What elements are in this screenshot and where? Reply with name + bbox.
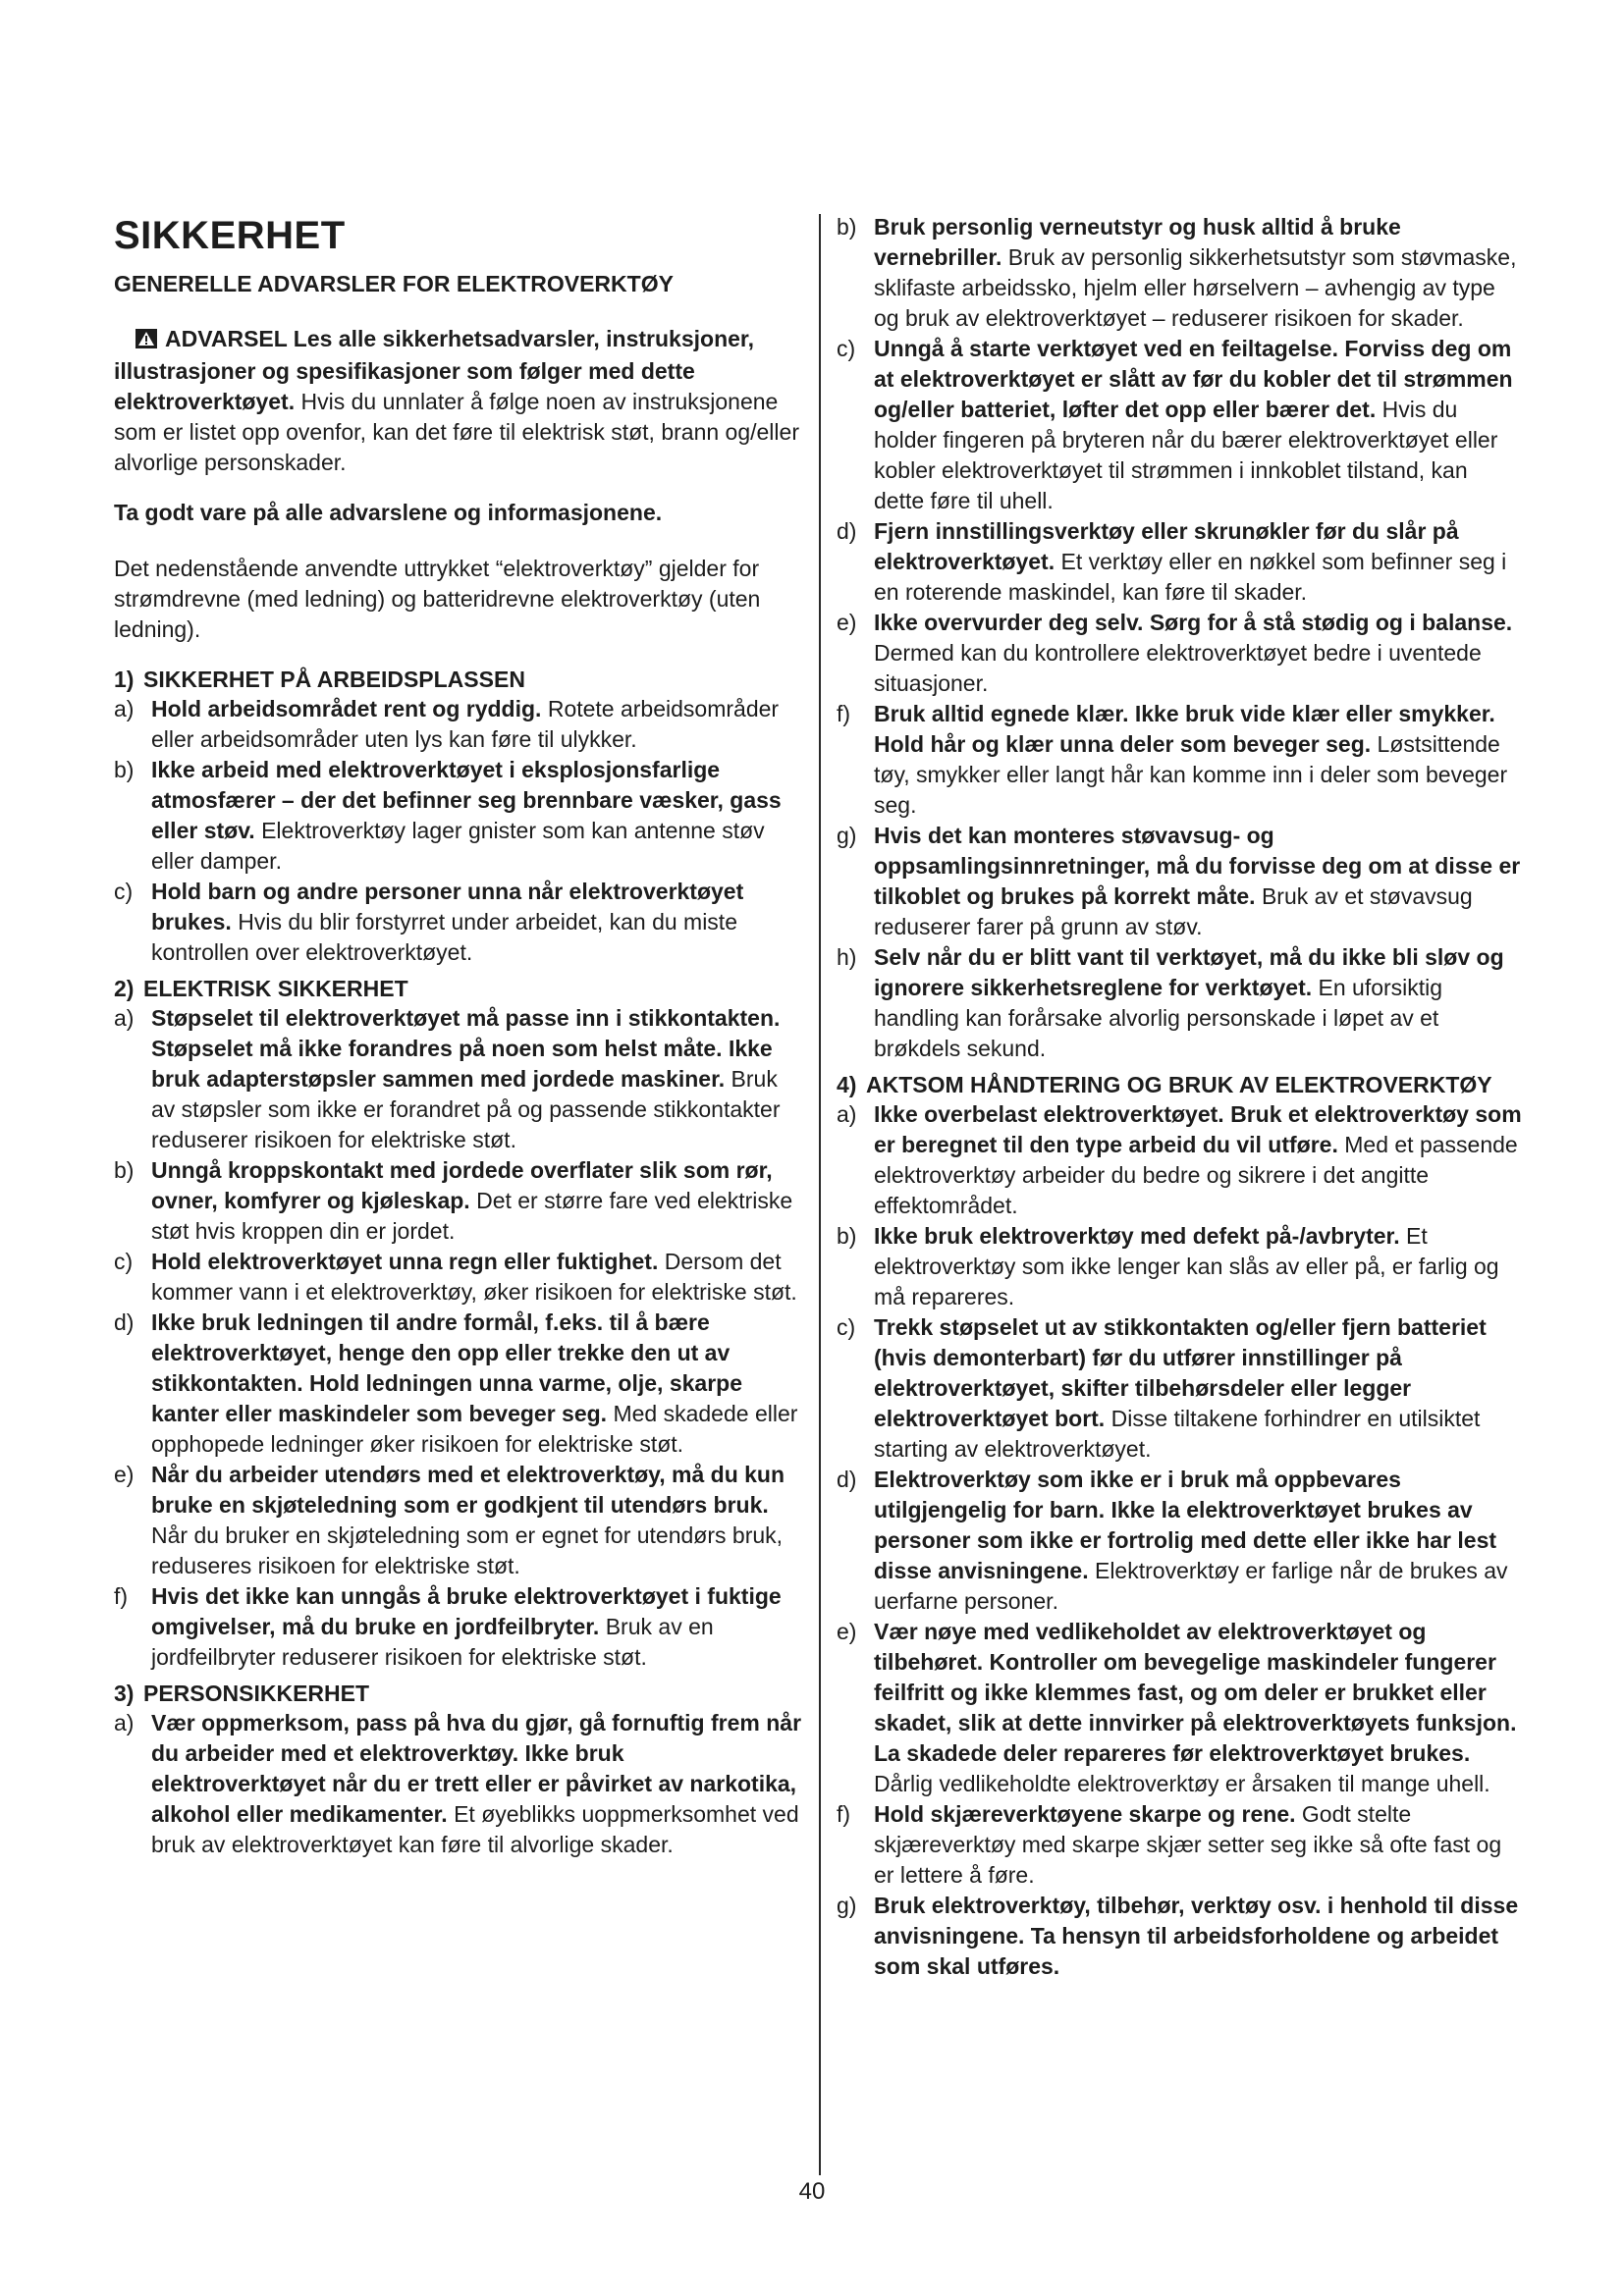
item-letter: c) <box>837 336 856 361</box>
item-bold: Unngå kroppskontakt med jordede overflater slik som rør, ovner, komfyrer og kjøleskap. <box>151 1157 773 1213</box>
item-bold: Hvis det kan monteres støvavsug- og oppsamlingsinnretninger, må du forvisse deg om at disse er tilkoblet og brukes på korrekt måte. <box>874 823 1521 909</box>
section-heading <box>114 665 803 694</box>
item-letter: e) <box>837 1619 857 1644</box>
page-subtitle: GENERELLE ADVARSLER FOR ELEKTROVERKTØY <box>114 271 674 296</box>
item-letter: b) <box>837 1223 857 1249</box>
section-heading <box>837 1070 1524 1099</box>
item-letter: d) <box>114 1309 135 1335</box>
item-text: Bruk av støpsler som ikke er forandret på og passende stikkontakter reduserer risikoen for elektriske støt. <box>151 1066 781 1152</box>
item-letter: c) <box>114 1249 134 1274</box>
list-item <box>114 1581 803 1673</box>
list-item <box>837 212 1524 334</box>
item-letter: c) <box>114 879 134 904</box>
item-text: Et elektroverktøy som ikke lenger kan slås av eller på, er farlig og må repareres. <box>874 1223 1499 1309</box>
item-letter: b) <box>837 214 857 240</box>
item-bold: Vær oppmerksom, pass på hva du gjør, gå fornuftig frem når du arbeider med et elektroverktøy. Ikke bruk elektroverktøyet når du er trett eller er påvirket av narkotika, alkohol eller medikamenter. <box>151 1710 802 1827</box>
item-text: Dermed kan du kontrollere elektroverktøyet bedre i uventede situasjoner. <box>874 640 1482 696</box>
warning-paragraph <box>114 324 803 478</box>
item-letter: e) <box>837 610 857 635</box>
item-bold: Hold skjæreverktøyene skarpe og rene. <box>874 1801 1296 1827</box>
item-text: Dårlig vedlikeholdte elektroverktøy er årsaken til mange uhell. <box>874 1771 1490 1796</box>
item-bold: Selv når du er blitt vant til verktøyet, må du ikke bli sløv og ignorere sikkerhetsreglene for verktøyet. <box>874 944 1504 1000</box>
item-letter: e) <box>114 1462 135 1487</box>
item-bold: Hold arbeidsområdet rent og ryddig. <box>151 696 542 721</box>
item-text: En uforsiktig handling kan forårsake alvorlig personskade i løpet av et brøkdels sekund. <box>874 975 1443 1061</box>
item-bold: Bruk personlig verneutstyr og husk alltid å bruke vernebriller. <box>874 214 1401 270</box>
note-bold: Ta godt vare på alle advarslene og informasjonene. <box>114 500 663 525</box>
item-bold: Elektroverktøy som ikke er i bruk må oppbevares utilgjengelig for barn. Ikke la elektroverktøyet brukes av personer som ikke er fortrolig med dette eller ikke har lest disse anvisningene. <box>874 1467 1497 1583</box>
item-text: Et øyeblikks uoppmerksomhet ved bruk av elektroverktøyet kan føre til alvorlige skader. <box>151 1801 799 1857</box>
item-text: Hvis du holder fingeren på bryteren når du bærer elektroverktøyet eller kobler elektroverktøyet til strømmen i innkoblet tilstand, kan dette føre til uhell. <box>874 397 1498 513</box>
section-number: 3) <box>114 1681 135 1706</box>
item-bold: Bruk alltid egnede klær. Ikke bruk vide klær eller smykker. Hold hår og klær unna deler som beveger seg. <box>874 701 1495 757</box>
item-letter: c) <box>837 1314 856 1340</box>
warning-text: Hvis du unnlater å følge noen av instruksjonene som er listet opp ovenfor, kan det føre til elektrisk støt, brann og/eller alvorlige personskader. <box>114 389 799 475</box>
item-letter: f) <box>837 701 851 726</box>
item-letter: b) <box>114 757 135 782</box>
item-letter: h) <box>837 944 857 970</box>
item-letter: a) <box>114 1005 135 1031</box>
item-text: Godt stelte skjæreverktøy med skarpe skjær setter seg ikke så ofte fast og er lettere å føre. <box>874 1801 1502 1888</box>
list-item <box>114 694 803 755</box>
list-item <box>837 942 1524 1064</box>
intro-paragraph: Det nedenstående anvendte uttrykket “elektroverktøy” gjelder for strømdrevne (med ledning) og batteridrevne elektroverktøy (uten ledning). <box>114 556 761 642</box>
list-item <box>114 1247 803 1308</box>
right-sections <box>837 212 1524 1982</box>
section-number: 2) <box>114 976 135 1001</box>
right-column <box>837 212 1524 1982</box>
list-item <box>837 608 1524 699</box>
item-bold: Ikke overvurder deg selv. Sørg for å stå stødig og i balanse. <box>874 610 1513 635</box>
item-text: Bruk av et støvavsug reduserer farer på grunn av støv. <box>874 883 1473 939</box>
item-bold: Trekk støpselet ut av stikkontakten og/eller fjern batteriet (hvis demonterbart) før du utfører innstillinger på elektroverktøyet, skifter tilbehørsdeler eller legger elektroverktøyet bort. <box>874 1314 1487 1431</box>
section-title: AKTSOM HÅNDTERING OG BRUK AV ELEKTROVERKTØY <box>866 1072 1492 1097</box>
left-column <box>114 212 803 1860</box>
list-item <box>837 1799 1524 1891</box>
item-text: Det er større fare ved elektriske støt hvis kroppen din er jordet. <box>151 1188 793 1244</box>
item-bold: Hvis det ikke kan unngås å bruke elektroverktøyet i fuktige omgivelser, må du bruke en jordfeilbryter. <box>151 1583 782 1639</box>
page-number: 40 <box>798 2178 826 2205</box>
warning-triangle-icon <box>135 326 157 356</box>
list-item <box>114 1460 803 1581</box>
list-item <box>114 1003 803 1155</box>
item-letter: a) <box>114 1710 135 1735</box>
item-letter: f) <box>114 1583 129 1609</box>
list-item <box>114 1308 803 1460</box>
section-number: 4) <box>837 1072 857 1097</box>
item-letter: b) <box>114 1157 135 1183</box>
column-divider <box>819 214 821 2175</box>
list-item <box>837 1617 1524 1799</box>
section-heading <box>114 974 803 1003</box>
list-item <box>114 755 803 877</box>
list-item <box>114 1155 803 1247</box>
item-letter: d) <box>837 1467 857 1492</box>
item-letter: f) <box>837 1801 851 1827</box>
left-sections <box>114 665 803 1860</box>
section-title: SIKKERHET PÅ ARBEIDSPLASSEN <box>143 667 525 692</box>
item-text: Rotete arbeidsområder eller arbeidsområder uten lys kan føre til ulykker. <box>151 696 780 752</box>
list-item <box>837 516 1524 608</box>
item-letter: a) <box>837 1101 857 1127</box>
item-text: Med et passende elektroverktøy arbeider du bedre og sikrere i det angitte effektområdet. <box>874 1132 1518 1218</box>
list-item <box>837 1099 1524 1221</box>
item-bold: Støpselet til elektroverktøyet må passe inn i stikkontakten. Støpselet må ikke forandres på noen som helst måte. Ikke bruk adapterstøpsler sammen med jordede maskiner. <box>151 1005 781 1092</box>
item-letter: g) <box>837 823 857 848</box>
item-text: Med skadede eller opphopede ledninger øker risikoen for elektriske støt. <box>151 1401 798 1457</box>
section-title: ELEKTRISK SIKKERHET <box>143 976 408 1001</box>
item-text: Disse tiltakene forhindrer en utilsiktet starting av elektroverktøyet. <box>874 1406 1481 1462</box>
item-bold: Ikke arbeid med elektroverktøyet i eksplosjonsfarlige atmosfærer – der det befinner seg brennbare væsker, gass eller støv. <box>151 757 782 843</box>
page-title: SIKKERHET <box>114 214 346 257</box>
list-item <box>837 334 1524 516</box>
warning-bold: ADVARSEL Les alle sikkerhetsadvarsler, instruksjoner, illustrasjoner og spesifikasjoner som følger med dette elektroverktøyet. <box>114 326 754 414</box>
item-text: Bruk av personlig sikkerhetsutstyr som støvmaske, sklifaste arbeidssko, hjelm eller hørselvern – avhengig av type og bruk av elektroverktøyet – reduserer risikoen for skader. <box>874 244 1517 331</box>
item-text: Bruk av en jordfeilbryter reduserer risikoen for elektriske støt. <box>151 1614 714 1670</box>
list-item <box>837 1891 1524 1982</box>
section-title: PERSONSIKKERHET <box>143 1681 370 1706</box>
item-bold: Hold barn og andre personer unna når elektroverktøyet brukes. <box>151 879 744 934</box>
item-text: Når du bruker en skjøteledning som er egnet for utendørs bruk, reduseres risikoen for elektriske støt. <box>151 1522 784 1578</box>
item-text: Elektroverktøy lager gnister som kan antenne støv eller damper. <box>151 818 765 874</box>
list-item <box>837 1465 1524 1617</box>
item-bold: Bruk elektroverktøy, tilbehør, verktøy osv. i henhold til disse anvisningene. Ta hensyn til arbeidsforholdene og arbeidet som skal utføres. <box>874 1893 1519 1979</box>
item-bold: Ikke overbelast elektroverktøyet. Bruk et elektroverktøy som er beregnet til den type arbeid du vil utføre. <box>874 1101 1522 1157</box>
list-item <box>837 821 1524 942</box>
section-heading <box>114 1679 803 1708</box>
list-item <box>114 877 803 968</box>
list-item <box>114 1708 803 1860</box>
item-bold: Vær nøye med vedlikeholdet av elektroverktøyet og tilbehøret. Kontroller om bevegelige maskindeler fungerer feilfritt og ikke klemmes fast, og om deler er brukket eller skadet, slik at dette innvirker på elektroverktøyets funksjon. La skadede deler repareres før elektroverktøyet brukes. <box>874 1619 1517 1766</box>
item-text: Dersom det kommer vann i et elektroverktøy, øker risikoen for elektriske støt. <box>151 1249 797 1305</box>
item-letter: a) <box>114 696 135 721</box>
item-text: Løstsittende tøy, smykker eller langt hår kan komme inn i deler som beveger seg. <box>874 731 1508 818</box>
list-item <box>837 1312 1524 1465</box>
item-bold: Ikke bruk elektroverktøy med defekt på-/avbryter. <box>874 1223 1400 1249</box>
list-item <box>837 1221 1524 1312</box>
item-bold: Ikke bruk ledningen til andre formål, f.eks. til å bære elektroverktøyet, henge den opp eller trekke den ut av stikkontakten. Hold ledningen unna varme, olje, skarpe kanter eller maskindeler som beveger seg. <box>151 1309 742 1426</box>
item-letter: g) <box>837 1893 857 1918</box>
item-text: Et verktøy eller en nøkkel som befinner seg i en roterende maskindel, kan føre til skader. <box>874 549 1507 605</box>
item-text: Hvis du blir forstyrret under arbeidet, kan du miste kontrollen over elektroverktøyet. <box>151 909 737 965</box>
item-bold: Når du arbeider utendørs med et elektroverktøy, må du kun bruke en skjøteledning som er godkjent til utendørs bruk. <box>151 1462 785 1518</box>
item-text: Elektroverktøy er farlige når de brukes av uerfarne personer. <box>874 1558 1508 1614</box>
list-item <box>837 699 1524 821</box>
item-bold: Fjern innstillingsverktøy eller skrunøkler før du slår på elektroverktøyet. <box>874 518 1459 574</box>
item-bold: Unngå å starte verktøyet ved en feiltagelse. Forviss deg om at elektroverktøyet er slått av før du kobler det til strømmen og/eller batteriet, løfter det opp eller bærer det. <box>874 336 1513 422</box>
section-number: 1) <box>114 667 135 692</box>
item-bold: Hold elektroverktøyet unna regn eller fuktighet. <box>151 1249 659 1274</box>
item-letter: d) <box>837 518 857 544</box>
